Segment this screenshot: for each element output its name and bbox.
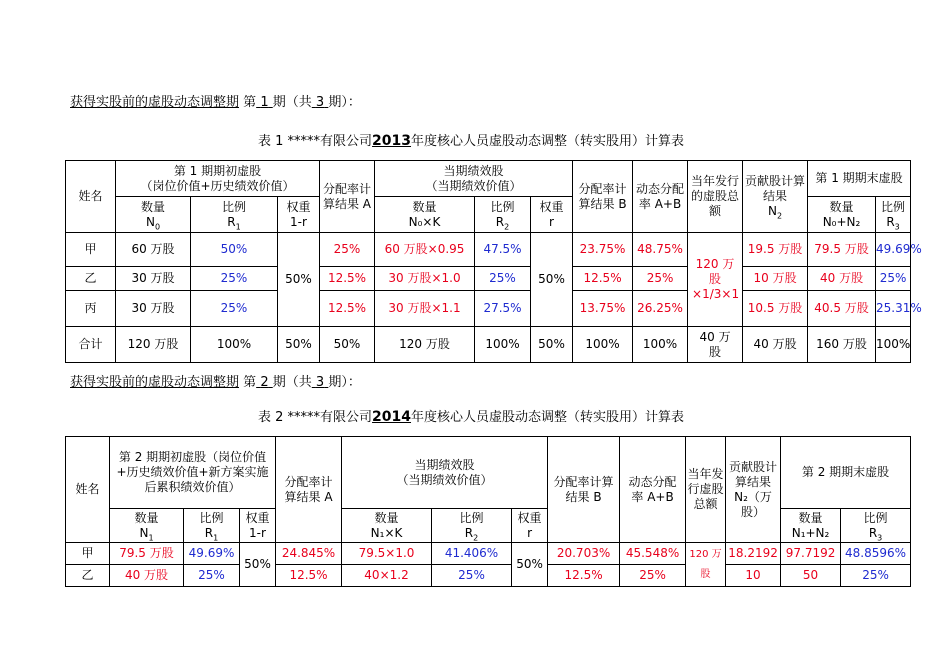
table-total-row: 合计 120 万股 100% 50% 50% 120 万股 100% 50% 100% 100% 40 万股 40 万股 160 万股 100% [66,327,911,363]
header-dyn: 动态分配率 A+B [620,437,686,543]
header-ratio: 比例 $R_1$ [191,197,278,233]
table-row: 甲 79.5 万股 49.69% 50% 24.845% 79.5×1.0 41.406% 50% 20.703% 45.548% 120 万股 18.2192 97.7192 48.8596% [66,543,911,565]
caption-year: 2013 [372,133,412,149]
header-qty: 数量 $N_0$ [116,197,191,233]
table-2 [65,436,911,587]
heading-title: 获得实股前的虚股动态调整期 [70,375,240,390]
table-2-caption: 表 2 *****有限公司2014年度核心人员虚股动态调整（转实股用）计算表 [258,409,685,425]
table-1 [65,160,922,363]
header-perf-ratio: 比例 $R_2$ [475,197,531,233]
table-row: 乙 30 万股 25% 12.5% 30 万股×1.0 25% 12.5% 25% 10 万股 40 万股 25% [66,267,911,291]
header-name: 姓名 [66,161,116,233]
header-dyn: 动态分配率 A+B [633,161,688,233]
issue-merged: 120 万股 [686,543,726,587]
table-1-caption: 表 1 *****有限公司2013年度核心人员虚股动态调整（转实股用）计算表 [258,133,685,149]
header-weight: 权重 1-r [278,197,320,233]
header-end-group: 第 1 期期末虚股 [808,161,911,197]
header-end-ratio: 比例 $R_3$ [841,509,911,543]
issue-merged: 120 万股 ×1/3×1 [688,233,743,327]
header-perf-group: 当期绩效股 （当期绩效价值） [375,161,573,197]
weight-merged: 50% [278,233,320,327]
header-perf-qty: 数量 N₀×K [375,197,475,233]
header-perf-weight: 权重 r [512,509,548,543]
table-row: 丙 30 万股 25% 12.5% 30 万股×1.1 27.5% 13.75% 26.25% 10.5 万股 40.5 万股 25.31% [66,291,911,327]
section-heading-1: 获得实股前的虚股动态调整期 第 1 期（共 3 期）： [70,95,361,110]
header-alloc-a: 分配率计算结果 A [276,437,342,543]
header-initial-group: 第 2 期期初虚股（岗位价值+历史绩效价值+新方案实施后累积绩效价值） [110,437,276,509]
header-alloc-b: 分配率计算结果 B [573,161,633,233]
heading-title: 获得实股前的虚股动态调整期 [70,95,240,110]
header-alloc-b: 分配率计算结果 B [548,437,620,543]
heading-period-label: 第 [243,375,257,390]
weight-merged: 50% [240,543,276,587]
header-initial-group: 第 1 期期初虚股 （岗位价值+历史绩效价值） [116,161,320,197]
perf-weight-merged: 50% [512,543,548,587]
header-end-qty: 数量 N₁+N₂ [781,509,841,543]
heading-total: 3 [315,95,325,110]
header-end-ratio: 比例 $R_3$ [876,197,911,233]
header-perf-qty: 数量 N₁×K [342,509,432,543]
header-end-qty: 数量 N₀+N₂ [808,197,876,233]
header-contrib: 贡献股计算结果 $N_2$ [743,161,808,233]
table-row: 乙 40 万股 25% 12.5% 40×1.2 25% 12.5% 25% 10 50 25% [66,565,911,587]
header-ratio: 比例 $R_1$ [184,509,240,543]
header-perf-weight: 权重 r [531,197,573,233]
header-weight: 权重 1-r [240,509,276,543]
heading-period: 2 [260,375,269,390]
header-end-group: 第 2 期期末虚股 [781,437,911,509]
heading-total: 3 [315,375,325,390]
header-issue: 当年发行的虚股总额 [688,161,743,233]
header-qty: 数量 $N_1$ [110,509,184,543]
header-contrib: 贡献股计算结果 N₂（万股） [726,437,781,543]
header-name: 姓名 [66,437,110,543]
header-perf-group: 当期绩效股 （当期绩效价值） [342,437,548,509]
heading-period-label: 第 [243,95,257,110]
table-row: 甲 60 万股 50% 50% 25% 60 万股×0.95 47.5% 50% 23.75% 48.75% 120 万股 ×1/3×1 19.5 万股 79.5 万股 49.69% [66,233,911,267]
header-alloc-a: 分配率计算结果 A [320,161,375,233]
caption-year: 2014 [372,409,412,425]
perf-weight-merged: 50% [531,233,573,327]
header-issue: 当年发行虚股总额 [686,437,726,543]
header-perf-ratio: 比例 $R_2$ [432,509,512,543]
section-heading-2: 获得实股前的虚股动态调整期 第 2 期（共 3 期）： [70,375,361,390]
heading-period: 1 [260,95,269,110]
